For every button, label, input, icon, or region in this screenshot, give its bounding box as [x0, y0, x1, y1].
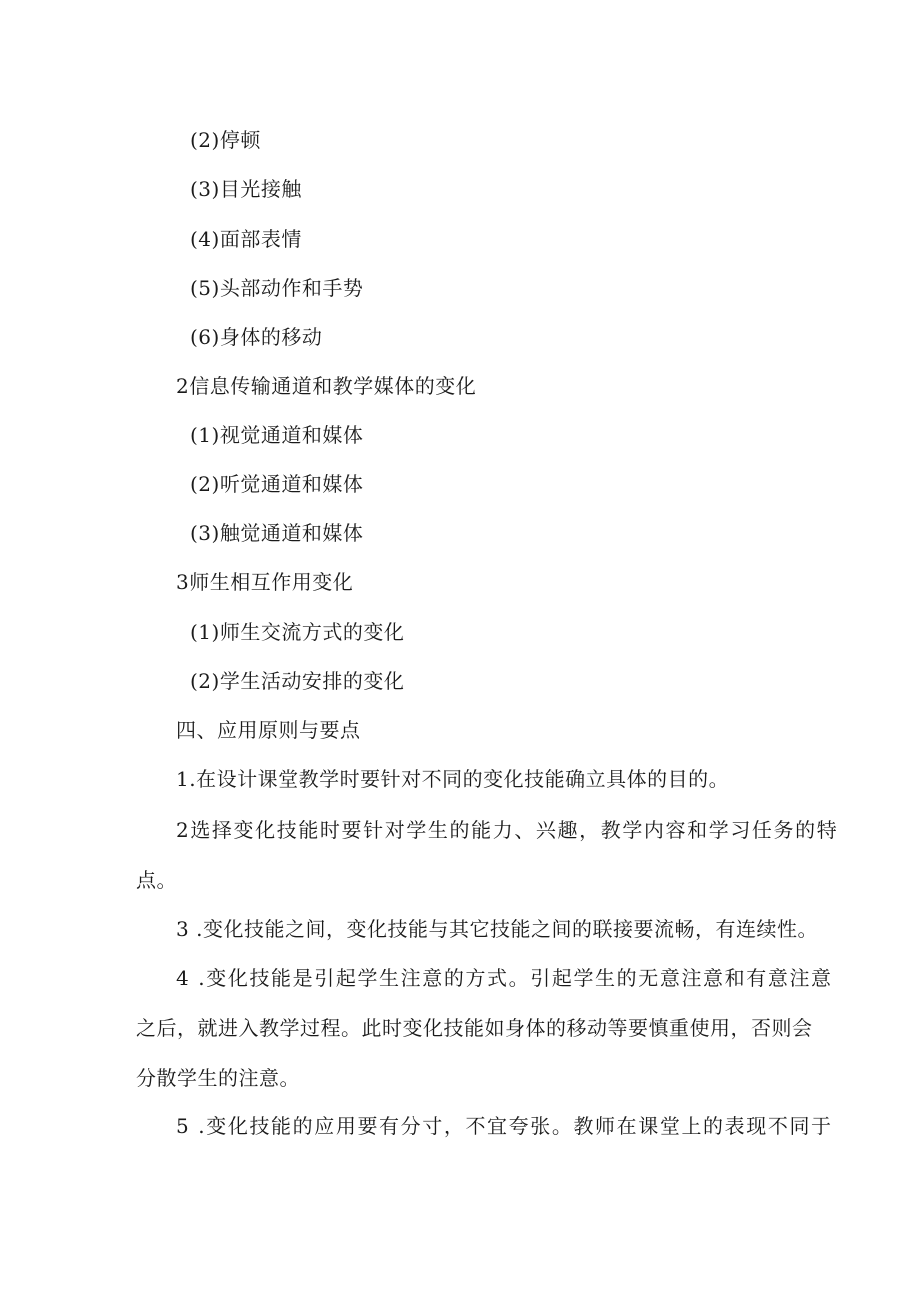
list-item: (1)师生交流方式的变化: [190, 620, 405, 644]
paragraph-line: 4 .变化技能是引起学生注意的方式。引起学生的无意注意和有意注意: [176, 966, 833, 990]
chapter-heading: 四、应用原则与要点: [176, 718, 361, 742]
section-heading: 2信息传输通道和教学媒体的变化: [176, 374, 477, 398]
list-item: (4)面部表情: [190, 227, 302, 251]
paragraph-line: 点。: [136, 868, 177, 892]
paragraph-line: 1.在设计课堂教学时要针对不同的变化技能确立具体的目的。: [176, 767, 730, 791]
list-item: (1)视觉通道和媒体: [190, 423, 364, 447]
section-heading: 3师生相互作用变化: [176, 570, 354, 594]
list-item: (2)停顿: [190, 128, 261, 152]
paragraph-line: 3 .变化技能之间，变化技能与其它技能之间的联接要流畅，有连续性。: [176, 917, 818, 941]
list-item: (5)头部动作和手势: [190, 276, 364, 300]
paragraph-line: 分散学生的注意。: [136, 1066, 300, 1090]
list-item: (3)目光接触: [190, 177, 302, 201]
list-item: (6)身体的移动: [190, 325, 323, 349]
paragraph-line: 5 .变化技能的应用要有分寸，不宜夸张。教师在课堂上的表现不同于: [176, 1114, 833, 1138]
list-item: (2)听觉通道和媒体: [190, 472, 364, 496]
paragraph-line: 之后，就进入教学过程。此时变化技能如身体的移动等要慎重使用，否则会: [136, 1016, 813, 1040]
list-item: (2)学生活动安排的变化: [190, 669, 405, 693]
list-item: (3)触觉通道和媒体: [190, 521, 364, 545]
paragraph-line: 2选择变化技能时要针对学生的能力、兴趣，教学内容和学习任务的特: [176, 818, 839, 842]
